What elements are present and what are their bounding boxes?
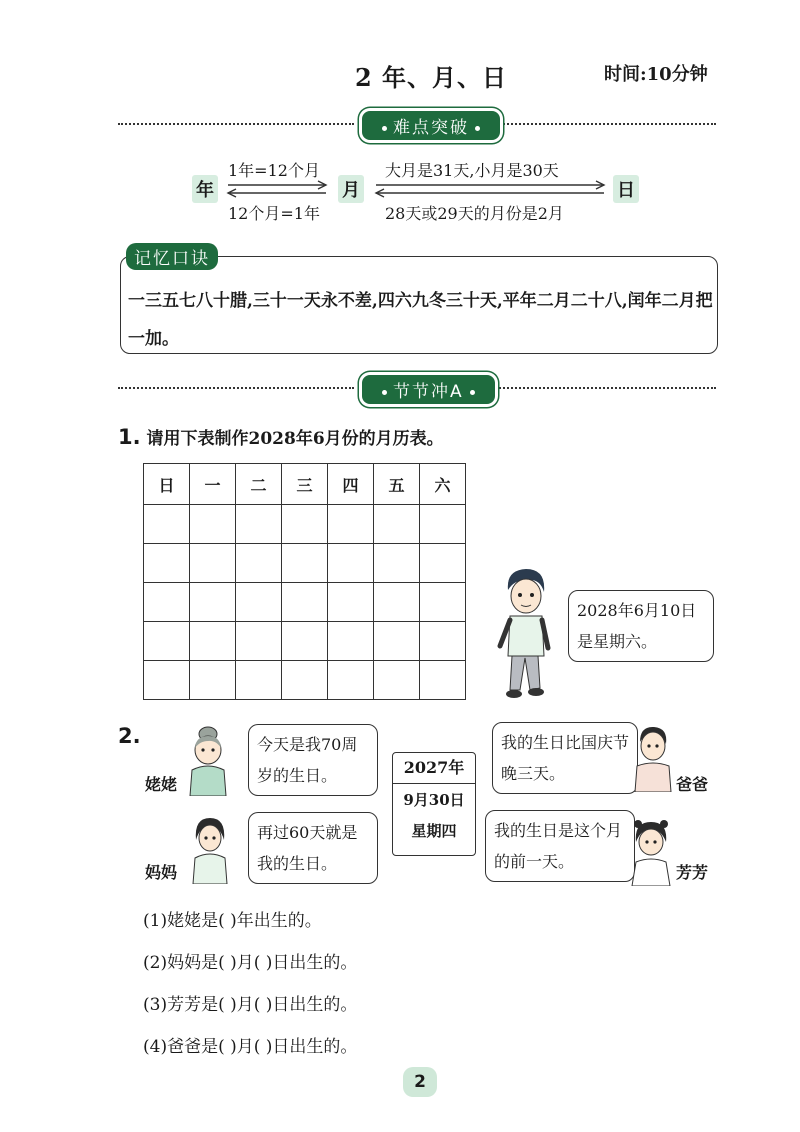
speech-bubble-fangfang: 我的生日是这个月的前一天。 [485,810,635,882]
dot-icon [475,126,480,131]
answer-line-1: (1)姥姥是( )年出生的。 [143,911,322,931]
fangfang-illustration [628,814,674,886]
calendar-year: 2027年 [393,753,475,784]
double-arrow-icon [222,178,332,200]
answer-line-4: (4)爸爸是( )月( )日出生的。 [143,1037,358,1057]
calendar-cell[interactable] [190,505,236,544]
question-1 [118,424,444,449]
calendar-cell[interactable] [420,622,466,661]
weekday-header: 四 [328,464,374,505]
calendar-cell[interactable] [328,544,374,583]
speech-bubble-grandma: 今天是我70周岁的生日。 [248,724,378,796]
memory-title: 记忆口诀 [126,243,218,270]
calendar-cell[interactable] [236,583,282,622]
question-number: 1. [118,425,141,449]
desk-calendar [392,752,476,856]
month-to-year-text: 12个月=1年 [228,204,320,223]
answer-line-2: (2)妈妈是( )月( )日出生的。 [143,953,358,973]
divider-left [118,123,354,125]
calendar-cell[interactable] [328,583,374,622]
weekday-header: 一 [190,464,236,505]
calendar-cell[interactable] [328,661,374,700]
table-row [144,505,466,544]
year-to-month-text: 1年=12个月 [228,161,320,180]
unit-month: 月 [338,175,364,203]
calendar-cell[interactable] [374,544,420,583]
speech-bubble-mom: 再过60天就是我的生日。 [248,812,378,884]
calendar-cell[interactable] [282,505,328,544]
answer-line-3: (3)芳芳是( )月( )日出生的。 [143,995,358,1015]
calendar-cell[interactable] [282,622,328,661]
calendar-cell[interactable] [420,544,466,583]
question-number: 2. [118,724,141,748]
calendar-cell[interactable] [374,505,420,544]
fangfang-name: 芳芳 [676,863,709,882]
calendar-date: 9月30日 [403,791,465,809]
calendar-cell[interactable] [236,544,282,583]
table-row [144,583,466,622]
calendar-cell[interactable] [282,544,328,583]
calendar-table [143,463,466,700]
calendar-cell[interactable] [190,583,236,622]
dad-name: 爸爸 [676,775,709,794]
calendar-cell[interactable] [190,661,236,700]
divider-left [118,387,354,389]
dad-illustration [632,722,672,792]
mom-illustration [190,814,230,884]
calendar-cell[interactable] [144,544,190,583]
calendar-cell[interactable] [282,583,328,622]
mom-name: 妈妈 [145,863,178,882]
weekday-header: 三 [282,464,328,505]
speech-bubble-dad: 我的生日比国庆节晚三天。 [492,722,638,794]
dot-icon [470,390,475,395]
boy-illustration [494,564,558,702]
calendar-weekday: 星期四 [411,822,457,840]
table-row [144,622,466,661]
dot-icon [382,390,387,395]
dot-icon [382,126,387,131]
calendar-cell[interactable] [420,505,466,544]
double-arrow-icon [370,178,610,200]
page-number: 2 [403,1067,437,1097]
divider-right [484,387,716,389]
unit-day: 日 [613,175,639,203]
grandma-name: 姥姥 [145,775,178,794]
section-label-difficulty: 难点突破 [362,111,500,140]
grandma-illustration [186,724,230,796]
calendar-cell[interactable] [374,583,420,622]
month-days-text: 大月是31天,小月是30天 [385,161,559,180]
calendar-cell[interactable] [144,583,190,622]
calendar-cell[interactable] [144,505,190,544]
table-header-row [144,464,466,505]
calendar-cell[interactable] [190,622,236,661]
weekday-header: 日 [144,464,190,505]
calendar-cell[interactable] [328,505,374,544]
weekday-header: 二 [236,464,282,505]
calendar-cell[interactable] [144,622,190,661]
calendar-cell[interactable] [282,661,328,700]
page-title: 2 年、月、日 [355,63,508,92]
calendar-cell[interactable] [190,544,236,583]
calendar-cell[interactable] [420,583,466,622]
calendar-cell[interactable] [374,661,420,700]
calendar-cell[interactable] [328,622,374,661]
calendar-cell[interactable] [420,661,466,700]
weekday-header: 五 [374,464,420,505]
memory-text: 一三五七八十腊,三十一天永不差,四六九冬三十天,平年二月二十八,闰年二月把一加。 [128,291,713,349]
calendar-cell[interactable] [144,661,190,700]
weekday-header: 六 [420,464,466,505]
time-limit: 时间:10分钟 [604,64,708,85]
table-row [144,661,466,700]
calendar-cell[interactable] [236,661,282,700]
unit-year: 年 [192,175,218,203]
calendar-cell[interactable] [236,505,282,544]
table-row [144,544,466,583]
speech-bubble-boy: 2028年6月10日是星期六。 [568,590,714,662]
calendar-cell[interactable] [374,622,420,661]
section-label-practice: 节节冲A [362,375,495,404]
question-text: 请用下表制作2028年6月份的月历表。 [146,429,444,449]
calendar-cell[interactable] [236,622,282,661]
divider-right [484,123,716,125]
february-text: 28天或29天的月份是2月 [385,204,564,223]
